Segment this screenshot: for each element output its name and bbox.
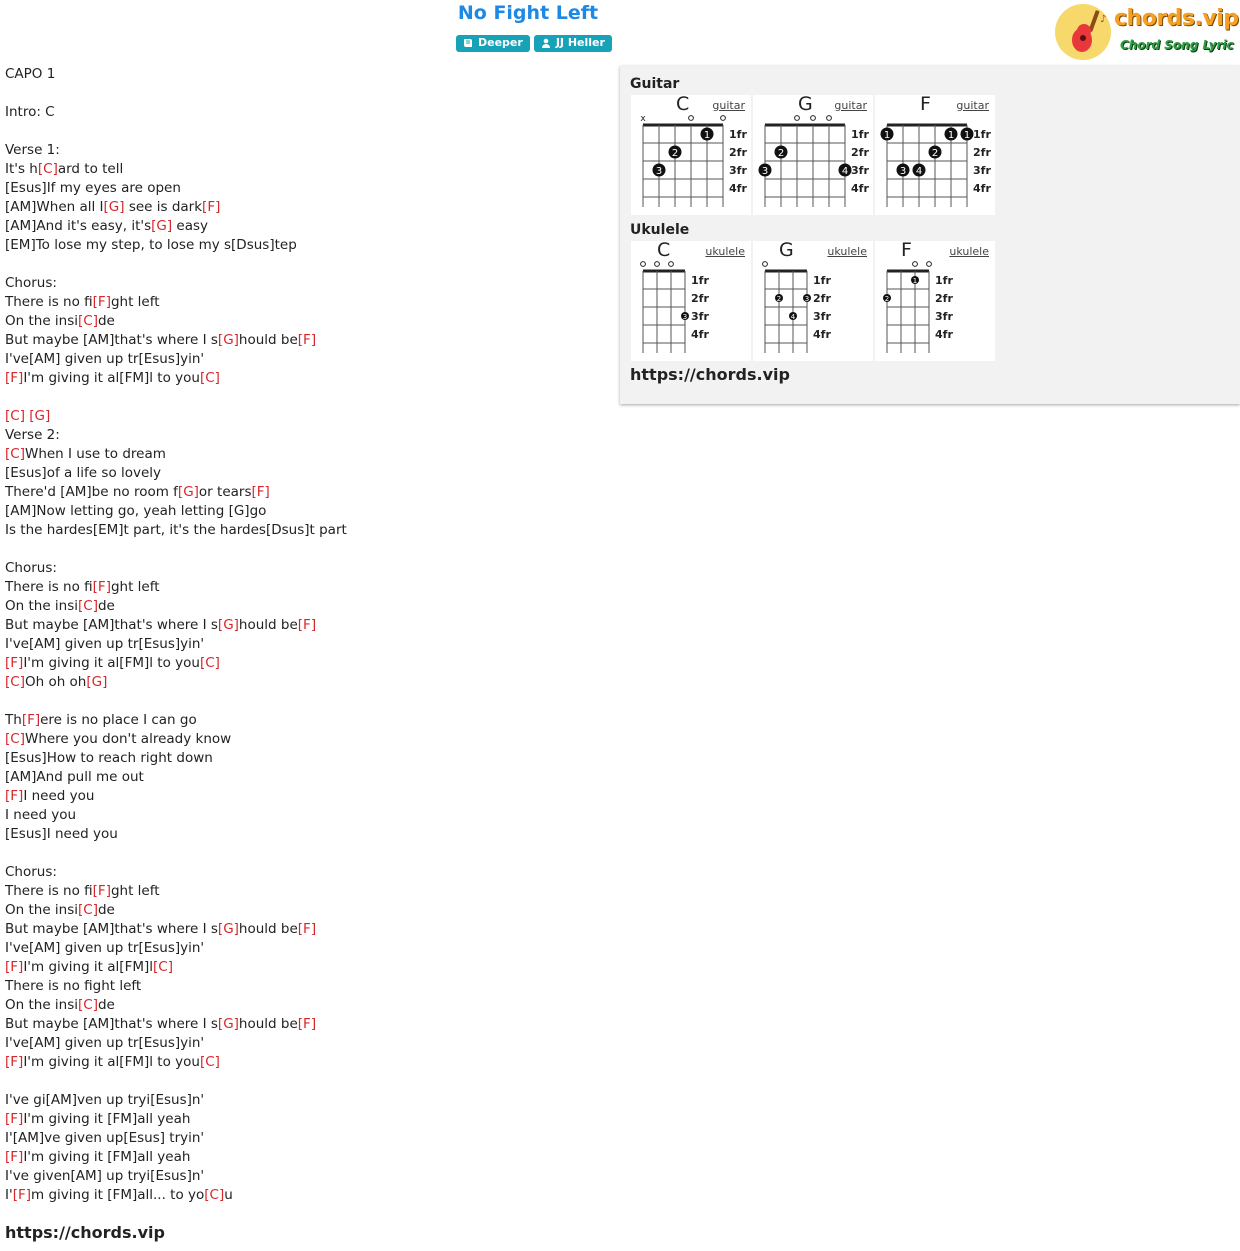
chord-link[interactable]: [F] bbox=[92, 579, 111, 595]
chord-instrument-link[interactable]: guitar bbox=[834, 99, 867, 112]
open-string-marker bbox=[795, 116, 800, 121]
chord-instrument-link[interactable]: ukulele bbox=[705, 245, 745, 258]
open-string-marker bbox=[641, 262, 646, 267]
muted-string-marker: x bbox=[640, 114, 646, 124]
lyric-line: But maybe [AM]that's where I s[G]hould be[F] bbox=[5, 921, 317, 937]
chord-link[interactable]: [C] bbox=[5, 446, 25, 462]
fretboard-diagram bbox=[875, 95, 995, 215]
chord-instrument-link[interactable]: guitar bbox=[712, 99, 745, 112]
lyric-line: [C]Where you don't already know bbox=[5, 731, 232, 747]
lyric-line: [Esus]How to reach right down bbox=[5, 750, 213, 766]
chord-name: G bbox=[779, 239, 794, 261]
lyric-line: [AM]And it's easy, it's[G] easy bbox=[5, 218, 209, 234]
chord-instrument-link[interactable]: ukulele bbox=[949, 245, 989, 258]
chord-link[interactable]: [F] bbox=[5, 1111, 24, 1127]
finger-number: 3 bbox=[682, 313, 688, 321]
lyric-line bbox=[5, 84, 615, 103]
fret-number-label: 2fr bbox=[935, 292, 953, 305]
lyric-line: There is no fight left bbox=[5, 978, 142, 994]
fret-number-label: 2fr bbox=[813, 292, 831, 305]
chord-link[interactable]: [C] bbox=[199, 655, 220, 671]
lyric-line: Chorus: bbox=[5, 275, 57, 291]
chord-link[interactable]: [F] bbox=[5, 959, 24, 975]
song-badges bbox=[456, 35, 612, 52]
finger-number: 4 bbox=[915, 166, 923, 177]
chord-link[interactable]: [C] bbox=[199, 1054, 220, 1070]
open-string-marker bbox=[927, 262, 932, 267]
lyric-line: [Esus]of a life so lovely bbox=[5, 465, 162, 481]
lyric-line: There is no fi[F]ght left bbox=[5, 883, 160, 899]
fret-number-label: 3fr bbox=[851, 164, 869, 177]
fret-number-label: 4fr bbox=[691, 328, 709, 341]
lyric-line: But maybe [AM]that's where I s[G]hould be[F] bbox=[5, 332, 317, 348]
lyric-line: On the insi[C]de bbox=[5, 313, 115, 329]
lyric-line: It's h[C]ard to tell bbox=[5, 161, 124, 177]
lyric-line bbox=[5, 255, 615, 274]
fret-number-label: 1fr bbox=[813, 274, 831, 287]
lyric-line: I've[AM] given up tr[Esus]yin' bbox=[5, 351, 205, 367]
artist-badge-label: JJ Heller bbox=[555, 36, 605, 49]
lyric-line: I've[AM] given up tr[Esus]yin' bbox=[5, 940, 205, 956]
ukulele-chord-g[interactable] bbox=[753, 241, 873, 361]
finger-number: 3 bbox=[655, 166, 663, 177]
lyric-line: [Esus]If my eyes are open bbox=[5, 180, 181, 196]
lyric-line: [F]I'm giving it [FM]all yeah bbox=[5, 1111, 191, 1127]
lyric-line: Intro: C bbox=[5, 104, 55, 120]
guitar-logo-icon bbox=[1054, 2, 1114, 62]
lyric-line: [AM]When all I[G] see is dark[F] bbox=[5, 199, 221, 215]
chord-link[interactable]: [C] bbox=[204, 1187, 225, 1203]
chord-link[interactable]: [G] bbox=[217, 332, 239, 348]
lyric-line: [Esus]I need you bbox=[5, 826, 118, 842]
open-string-marker bbox=[655, 262, 660, 267]
open-string-marker bbox=[811, 116, 816, 121]
lyric-line: Is the hardes[EM]t part, it's the hardes[Dsus]t part bbox=[5, 522, 347, 538]
fret-number-label: 2fr bbox=[851, 146, 869, 159]
lyric-line: I've gi[AM]ven up tryi[Esus]n' bbox=[5, 1092, 205, 1108]
finger-number: 1 bbox=[883, 130, 891, 141]
lyric-line: Chorus: bbox=[5, 560, 57, 576]
chord-link[interactable]: [F] bbox=[5, 1054, 24, 1070]
site-logo[interactable] bbox=[1054, 2, 1238, 62]
chord-link[interactable]: [G] bbox=[29, 408, 51, 424]
finger-number: 3 bbox=[761, 166, 769, 177]
finger-number: 2 bbox=[777, 148, 785, 159]
fretboard-diagram bbox=[631, 241, 751, 361]
open-string-marker bbox=[827, 116, 832, 121]
chord-link[interactable]: [G] bbox=[151, 218, 173, 234]
lyric-line: On the insi[C]de bbox=[5, 997, 115, 1013]
lyric-line bbox=[5, 122, 615, 141]
finger-number: 3 bbox=[899, 166, 907, 177]
nut bbox=[643, 124, 723, 127]
finger-number: 2 bbox=[884, 295, 890, 303]
chord-link[interactable]: [C] bbox=[199, 370, 220, 386]
fret-number-label: 1fr bbox=[729, 128, 747, 141]
chord-link[interactable]: [G] bbox=[177, 484, 199, 500]
fret-number-label: 2fr bbox=[729, 146, 747, 159]
lyric-line bbox=[5, 692, 615, 711]
nut bbox=[887, 270, 929, 273]
chord-link[interactable]: [F] bbox=[297, 921, 317, 937]
chord-name: C bbox=[657, 239, 671, 261]
lyric-line: I'[AM]ve given up[Esus] tryin' bbox=[5, 1130, 205, 1146]
guitar-chord-f[interactable] bbox=[875, 95, 995, 215]
lyric-line: I need you bbox=[5, 807, 77, 823]
nut bbox=[765, 124, 845, 127]
nut bbox=[887, 124, 967, 127]
lyric-line: There is no fi[F]ght left bbox=[5, 294, 160, 310]
lyric-line bbox=[5, 1072, 615, 1091]
nut bbox=[643, 270, 685, 273]
chord-link[interactable]: [C] bbox=[5, 408, 25, 424]
lyric-line bbox=[5, 407, 615, 426]
fret-number-label: 3fr bbox=[813, 310, 831, 323]
finger-number: 4 bbox=[841, 166, 849, 177]
open-string-marker bbox=[913, 262, 918, 267]
chord-link[interactable]: [F] bbox=[5, 788, 24, 804]
lyrics-sheet bbox=[5, 65, 615, 1205]
lyric-line: [F]I'm giving it al[FM]l to you[C] bbox=[5, 1054, 220, 1070]
chord-link[interactable]: [F] bbox=[92, 294, 111, 310]
chord-link[interactable]: [G] bbox=[217, 1016, 239, 1032]
chord-link[interactable]: [C] bbox=[78, 598, 98, 614]
fret-number-label: 1fr bbox=[691, 274, 709, 287]
lyric-line: On the insi[C]de bbox=[5, 902, 115, 918]
lyric-line: Th[F]ere is no place I can go bbox=[5, 712, 197, 728]
lyric-line: [F]I'm giving it al[FM]l to you[C] bbox=[5, 370, 220, 386]
guitar-section-label: Guitar bbox=[630, 76, 680, 92]
chord-link[interactable]: [F] bbox=[202, 199, 221, 215]
chord-diagram-panel bbox=[620, 66, 1240, 404]
fretboard-diagram bbox=[631, 95, 751, 215]
lyrics-footer-link[interactable]: https://chords.vip bbox=[5, 1223, 165, 1242]
lyric-line: But maybe [AM]that's where I s[G]hould be[F] bbox=[5, 1016, 317, 1032]
chord-name: F bbox=[920, 93, 931, 115]
chord-instrument-link[interactable]: guitar bbox=[956, 99, 989, 112]
fret-number-label: 4fr bbox=[729, 182, 747, 195]
logo-tagline: Chord Song Lyric bbox=[1120, 38, 1234, 52]
chord-link[interactable]: [C] bbox=[5, 731, 25, 747]
chord-link[interactable]: [F] bbox=[92, 883, 111, 899]
fret-number-label: 1fr bbox=[973, 128, 991, 141]
fretboard-diagram bbox=[753, 95, 873, 215]
lyric-line: [F]I need you bbox=[5, 788, 95, 804]
finger-number: 4 bbox=[790, 313, 796, 321]
lyric-line: I've[AM] given up tr[Esus]yin' bbox=[5, 636, 205, 652]
chord-link[interactable]: [F] bbox=[297, 1016, 317, 1032]
lyric-line bbox=[5, 540, 615, 559]
finger-number: 2 bbox=[776, 295, 782, 303]
chord-name: C bbox=[676, 93, 690, 115]
fret-number-label: 2fr bbox=[973, 146, 991, 159]
lyric-line bbox=[5, 844, 615, 863]
finger-number: 1 bbox=[703, 130, 711, 141]
lyric-line: [EM]To lose my step, to lose my s[Dsus]tep bbox=[5, 237, 297, 253]
chord-link[interactable]: [C] bbox=[78, 902, 98, 918]
chord-instrument-link[interactable]: ukulele bbox=[827, 245, 867, 258]
chord-link[interactable]: [F] bbox=[21, 712, 41, 728]
chord-link[interactable]: [G] bbox=[86, 674, 108, 690]
finger-number: 1 bbox=[947, 130, 955, 141]
fret-number-label: 3fr bbox=[691, 310, 709, 323]
lyric-line: [AM]And pull me out bbox=[5, 769, 144, 785]
fret-number-label: 3fr bbox=[973, 164, 991, 177]
ukulele-chord-c[interactable] bbox=[631, 241, 751, 361]
chord-link[interactable]: [G] bbox=[217, 617, 239, 633]
lyric-line: Verse 2: bbox=[5, 427, 60, 443]
open-string-marker bbox=[689, 116, 694, 121]
fret-number-label: 3fr bbox=[729, 164, 747, 177]
lyric-line: I've[AM] given up tr[Esus]yin' bbox=[5, 1035, 205, 1051]
lyric-line: There'd [AM]be no room f[G]or tears[F] bbox=[5, 484, 270, 500]
lyric-line bbox=[5, 388, 615, 407]
fretboard-diagram bbox=[875, 241, 995, 361]
lyric-line: [F]I'm giving it al[FM]l to you[C] bbox=[5, 655, 220, 671]
panel-footer-link[interactable]: https://chords.vip bbox=[630, 365, 790, 384]
book-icon bbox=[463, 38, 473, 48]
lyric-line: [C]Oh oh oh[G] bbox=[5, 674, 108, 690]
lyric-line: [C]When I use to dream bbox=[5, 446, 166, 462]
lyric-line: Chorus: bbox=[5, 864, 57, 880]
fret-number-label: 1fr bbox=[935, 274, 953, 287]
ukulele-chord-f[interactable] bbox=[875, 241, 995, 361]
lyric-line: [F]I'm giving it [FM]all yeah bbox=[5, 1149, 191, 1165]
lyric-line: I'[F]m giving it [FM]all... to yo[C]u bbox=[5, 1187, 233, 1203]
lyric-line: I've given[AM] up tryi[Esus]n' bbox=[5, 1168, 205, 1184]
chord-link[interactable]: [F] bbox=[12, 1187, 32, 1203]
guitar-chord-c[interactable] bbox=[631, 95, 751, 215]
album-badge-label: Deeper bbox=[478, 36, 523, 49]
ukulele-section-label: Ukulele bbox=[630, 222, 690, 238]
chord-link[interactable]: [C] bbox=[78, 313, 98, 329]
lyric-line: CAPO 1 bbox=[5, 66, 56, 82]
fret-number-label: 4fr bbox=[935, 328, 953, 341]
open-string-marker bbox=[763, 262, 768, 267]
chord-name: F bbox=[901, 239, 912, 261]
logo-wordmark: chords.vip bbox=[1114, 6, 1239, 31]
chord-link[interactable]: [C] bbox=[37, 161, 58, 177]
lyric-line: But maybe [AM]that's where I s[G]hould be[F] bbox=[5, 617, 317, 633]
chord-link[interactable]: [F] bbox=[297, 617, 317, 633]
song-title: No Fight Left bbox=[457, 2, 599, 24]
chord-link[interactable]: [C] bbox=[5, 674, 25, 690]
album-badge[interactable] bbox=[456, 35, 530, 52]
svg-text:♪: ♪ bbox=[1100, 14, 1107, 25]
fretboard-diagram bbox=[753, 241, 873, 361]
user-icon bbox=[541, 38, 551, 48]
chord-link[interactable]: [F] bbox=[5, 1149, 24, 1165]
finger-number: 3 bbox=[804, 295, 810, 303]
chord-name: G bbox=[798, 93, 813, 115]
lyric-line: On the insi[C]de bbox=[5, 598, 115, 614]
fret-number-label: 3fr bbox=[935, 310, 953, 323]
fret-number-label: 1fr bbox=[851, 128, 869, 141]
fret-number-label: 4fr bbox=[973, 182, 991, 195]
nut bbox=[765, 270, 807, 273]
fret-number-label: 4fr bbox=[851, 182, 869, 195]
fret-number-label: 2fr bbox=[691, 292, 709, 305]
chord-link[interactable]: [C] bbox=[153, 959, 173, 975]
chord-link[interactable]: [F] bbox=[5, 655, 24, 671]
chord-link[interactable]: [G] bbox=[103, 199, 125, 215]
chord-link[interactable]: [F] bbox=[5, 370, 24, 386]
lyric-line: Verse 1: bbox=[5, 142, 60, 158]
artist-badge[interactable] bbox=[534, 35, 612, 52]
finger-number: 1 bbox=[912, 277, 918, 285]
chord-link[interactable]: [F] bbox=[297, 332, 317, 348]
chord-link[interactable]: [G] bbox=[217, 921, 239, 937]
guitar-chord-g[interactable] bbox=[753, 95, 873, 215]
lyric-line: [F]I'm giving it al[FM]l[C] bbox=[5, 959, 173, 975]
fret-number-label: 4fr bbox=[813, 328, 831, 341]
open-string-marker bbox=[721, 116, 726, 121]
chord-link[interactable]: [F] bbox=[251, 484, 270, 500]
lyric-line: [AM]Now letting go, yeah letting [G]go bbox=[5, 503, 267, 519]
finger-number: 2 bbox=[671, 148, 679, 159]
open-string-marker bbox=[669, 262, 674, 267]
finger-number: 1 bbox=[963, 130, 971, 141]
chord-link[interactable]: [C] bbox=[78, 997, 98, 1013]
lyric-line: There is no fi[F]ght left bbox=[5, 579, 160, 595]
finger-number: 2 bbox=[931, 148, 939, 159]
